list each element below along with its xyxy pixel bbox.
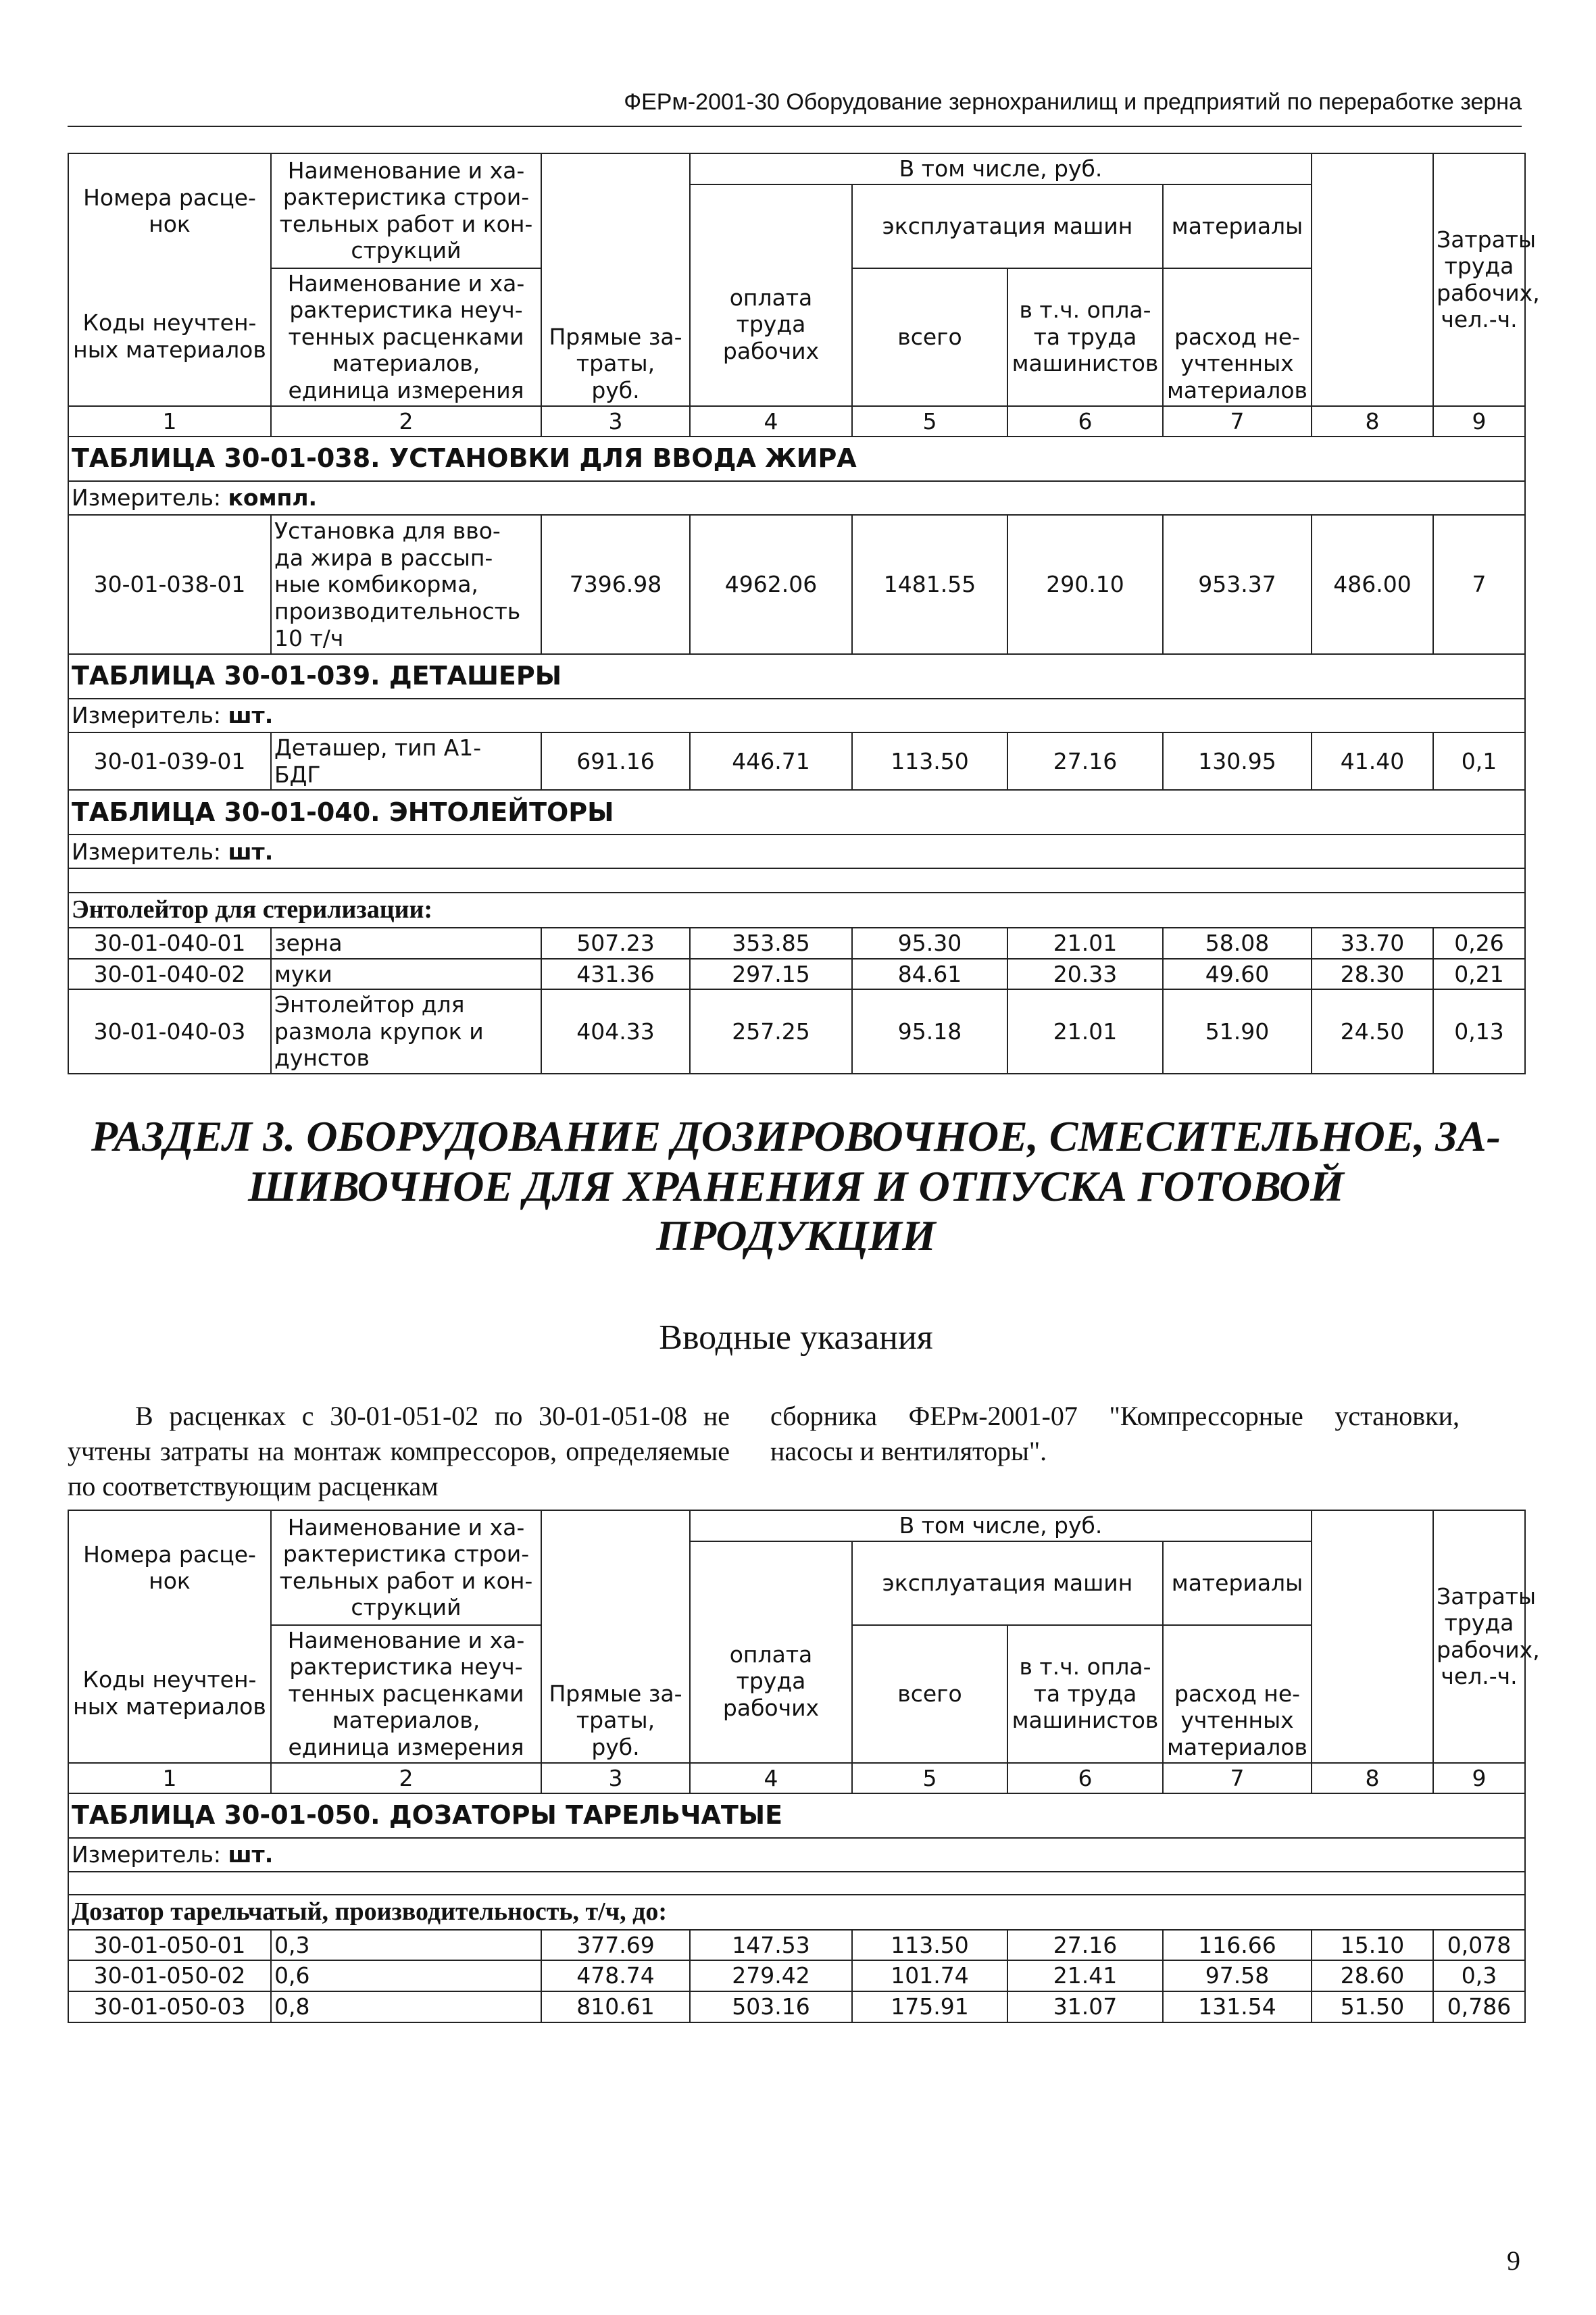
header-labor-hours: Затраты труда рабочих, чел.-ч. [1433,153,1525,406]
column-number: 4 [690,406,852,437]
equipment-mass: 0,078 [1433,1930,1525,1961]
header-name: Наименование и ха- рактеристика строи- тельных работ и кон- струкций [271,153,541,268]
rate-code: 30-01-040-03 [68,989,271,1074]
rates-table-1 [68,153,1540,1074]
materials: 131.54 [1163,1991,1312,2022]
table-title-row [68,654,1525,699]
header-direct-costs: Прямые за- траты, руб. [541,1510,690,1763]
materials: 58.08 [1163,928,1312,959]
header-material-name: Наименование и ха- рактеристика неуч- тенных расценками материалов, единица измерения [271,268,541,406]
labor-hours: 33.70 [1312,928,1433,959]
header-material-name: Наименование и ха- рактеристика неуч- тенных расценками материалов, единица измерения [271,1625,541,1763]
operator-pay: 21.41 [1007,1960,1163,1991]
rate-name: Установка для вво- да жира в рассып- ные комбикорма, производительность 10 т/ч [271,515,541,654]
materials: 130.95 [1163,732,1312,790]
header-row [68,153,1525,184]
header-blank [1312,1510,1433,1541]
header-labor-hours: Затраты труда рабочих, чел.-ч. [1433,1510,1525,1763]
equipment-mass: 0,786 [1433,1991,1525,2022]
rate-name: 0,3 [271,1930,541,1961]
rate-name: муки [271,959,541,990]
operator-pay: 21.01 [1007,989,1163,1074]
column-number: 4 [690,1763,852,1794]
spacer [68,868,1525,893]
rate-code: 30-01-050-03 [68,1991,271,2022]
unit-label: Измеритель: [72,702,222,729]
unit-row [68,699,1525,732]
direct-costs: 431.36 [541,959,690,990]
worker-pay: 147.53 [690,1930,852,1961]
direct-costs: 810.61 [541,1991,690,2022]
column-number: 7 [1163,1763,1312,1794]
rate-code: 30-01-039-01 [68,732,271,790]
rate-name: 0,6 [271,1960,541,1991]
header-materials: материалы [1163,184,1312,268]
header-operator-pay: в т.ч. опла- та труда машинистов [1007,1625,1163,1763]
direct-costs: 404.33 [541,989,690,1074]
operator-pay: 27.16 [1007,732,1163,790]
unit-value: компл. [228,484,318,512]
worker-pay: 4962.06 [690,515,852,654]
worker-pay: 503.16 [690,1991,852,2022]
equipment-mass: 0,26 [1433,928,1525,959]
header-direct-costs: Прямые за- траты, руб. [541,153,690,406]
running-head: ФЕРм-2001-30 Оборудование зернохранилищ и предприятий по переработке зерна [624,89,1522,115]
header-machines-total: всего [852,268,1007,406]
worker-pay: 297.15 [690,959,852,990]
worker-pay: 446.71 [690,732,852,790]
empty-row [68,1872,1525,1895]
equipment-mass: 0,3 [1433,1960,1525,1991]
spacer [68,1872,1525,1895]
unit-of-measure [68,835,1525,868]
intro-text-right: сборника ФЕРм-2001-07 "Компрессорные установки, насосы и вентиляторы". [770,1401,1460,1466]
direct-costs: 377.69 [541,1930,690,1961]
header-material-codes: Коды неучтен- ных материалов [68,1625,271,1763]
worker-pay: 353.85 [690,928,852,959]
header-machine-operation: эксплуатация машин [852,184,1163,268]
section-title: РАЗДЕЛ 3. ОБОРУДОВАНИЕ ДОЗИРОВОЧНОЕ, СМЕСИТЕЛЬНОЕ, ЗА- ШИВОЧНОЕ ДЛЯ ХРАНЕНИЯ И ОТПУСКА ГОТОВОЙ ПРОДУКЦИИ [91,1112,1501,1260]
materials: 953.37 [1163,515,1312,654]
column-number: 6 [1007,1763,1163,1794]
column-number: 8 [1312,406,1433,437]
header-blank [1312,153,1433,184]
rate-code: 30-01-050-01 [68,1930,271,1961]
rate-row [68,1960,1525,1991]
column-number: 9 [1433,406,1525,437]
header-code: Номера расце- нок [68,153,271,268]
header-material-codes: Коды неучтен- ных материалов [68,268,271,406]
rate-row [68,989,1525,1074]
column-number: 5 [852,1763,1007,1794]
header-worker-pay: оплата труда рабочих [690,1541,852,1763]
column-number: 8 [1312,1763,1433,1794]
unit-of-measure [68,699,1525,732]
unit-row [68,481,1525,515]
column-number: 3 [541,406,690,437]
unit-of-measure [68,481,1525,515]
unit-row [68,835,1525,868]
labor-hours: 486.00 [1312,515,1433,654]
group-heading: Энтолейтор для стерилизации: [68,893,1525,928]
operator-pay: 27.16 [1007,1930,1163,1961]
worker-pay: 257.25 [690,989,852,1074]
rate-row [68,1930,1525,1961]
rates-table-2 [68,1510,1540,2023]
equipment-mass: 0,13 [1433,989,1525,1074]
rate-code: 30-01-040-01 [68,928,271,959]
header-rule [68,126,1522,127]
direct-costs: 478.74 [541,1960,690,1991]
equipment-mass: 7 [1433,515,1525,654]
header-name: Наименование и ха- рактеристика строи- тельных работ и кон- струкций [271,1510,541,1625]
rate-code: 30-01-038-01 [68,515,271,654]
header-operator-pay: в т.ч. опла- та труда машинистов [1007,268,1163,406]
column-number: 2 [271,406,541,437]
machine-total: 113.50 [852,732,1007,790]
labor-hours: 28.30 [1312,959,1433,990]
table-title: ТАБЛИЦА 30-01-039. ДЕТАШЕРЫ [68,654,1525,699]
unit-of-measure [68,1838,1525,1872]
rate-row [68,1991,1525,2022]
column-number-row [68,406,1525,437]
direct-costs: 507.23 [541,928,690,959]
machine-total: 113.50 [852,1930,1007,1961]
table-title-row [68,1793,1525,1838]
table-title: ТАБЛИЦА 30-01-050. ДОЗАТОРЫ ТАРЕЛЬЧАТЫЕ [68,1793,1525,1838]
column-number: 1 [68,1763,271,1794]
labor-hours: 41.40 [1312,732,1433,790]
machine-total: 1481.55 [852,515,1007,654]
materials: 97.58 [1163,1960,1312,1991]
header-including: В том числе, руб. [690,153,1312,184]
rate-row [68,732,1525,790]
materials: 51.90 [1163,989,1312,1074]
header-unaccounted-materials: расход не- учтенных материалов [1163,268,1312,406]
column-number: 5 [852,406,1007,437]
header-code: Номера расце- нок [68,1510,271,1625]
page-number: 9 [1507,2245,1520,2276]
group-heading: Дозатор тарельчатый, производительность, т/ч, до: [68,1895,1525,1930]
group-row [68,1895,1525,1930]
equipment-mass: 0,1 [1433,732,1525,790]
unit-value: шт. [228,702,274,729]
intro-text-left: В расценках с 30-01-051-02 по 30-01-051-08 не учтены затраты на монтаж компрессоров, определяемые по соответствующим расценкам [68,1401,730,1501]
rate-name: 0,8 [271,1991,541,2022]
column-number: 1 [68,406,271,437]
empty-row [68,868,1525,893]
rate-row [68,928,1525,959]
machine-total: 101.74 [852,1960,1007,1991]
machine-total: 175.91 [852,1991,1007,2022]
header-materials: материалы [1163,1541,1312,1625]
header-machines-total: всего [852,1625,1007,1763]
table-title-row [68,437,1525,481]
worker-pay: 279.42 [690,1960,852,1991]
column-number: 6 [1007,406,1163,437]
operator-pay: 31.07 [1007,1991,1163,2022]
column-number: 2 [271,1763,541,1794]
direct-costs: 7396.98 [541,515,690,654]
operator-pay: 290.10 [1007,515,1163,654]
unit-label: Измеритель: [72,484,222,512]
operator-pay: 21.01 [1007,928,1163,959]
header-worker-pay: оплата труда рабочих [690,184,852,406]
labor-hours: 28.60 [1312,1960,1433,1991]
labor-hours: 51.50 [1312,1991,1433,2022]
rate-name: зерна [271,928,541,959]
column-number: 7 [1163,406,1312,437]
machine-total: 84.61 [852,959,1007,990]
unit-label: Измеритель: [72,1841,222,1868]
unit-label: Измеритель: [72,838,222,865]
rate-code: 30-01-040-02 [68,959,271,990]
group-row [68,893,1525,928]
operator-pay: 20.33 [1007,959,1163,990]
unit-value: шт. [228,1841,274,1868]
labor-hours: 24.50 [1312,989,1433,1074]
rate-row [68,959,1525,990]
materials: 116.66 [1163,1930,1312,1961]
unit-value: шт. [228,838,274,865]
header-unaccounted-materials: расход не- учтенных материалов [1163,1625,1312,1763]
column-number-row [68,1763,1525,1794]
header-machine-operation: эксплуатация машин [852,1541,1163,1625]
table-title-row [68,790,1525,835]
rate-name: Деташер, тип А1- БДГ [271,732,541,790]
rate-code: 30-01-050-02 [68,1960,271,1991]
equipment-mass: 0,21 [1433,959,1525,990]
header-row [68,1510,1525,1541]
table-title: ТАБЛИЦА 30-01-040. ЭНТОЛЕЙТОРЫ [68,790,1525,835]
column-number: 3 [541,1763,690,1794]
machine-total: 95.18 [852,989,1007,1074]
header-including: В том числе, руб. [690,1510,1312,1541]
intro-title: Вводные указания [659,1318,933,1357]
machine-total: 95.30 [852,928,1007,959]
table-title: ТАБЛИЦА 30-01-038. УСТАНОВКИ ДЛЯ ВВОДА ЖИРА [68,437,1525,481]
unit-row [68,1838,1525,1872]
direct-costs: 691.16 [541,732,690,790]
labor-hours: 15.10 [1312,1930,1433,1961]
column-number: 9 [1433,1763,1525,1794]
materials: 49.60 [1163,959,1312,990]
rate-row [68,515,1525,654]
rate-name: Энтолейтор для размола крупок и дунстов [271,989,541,1074]
